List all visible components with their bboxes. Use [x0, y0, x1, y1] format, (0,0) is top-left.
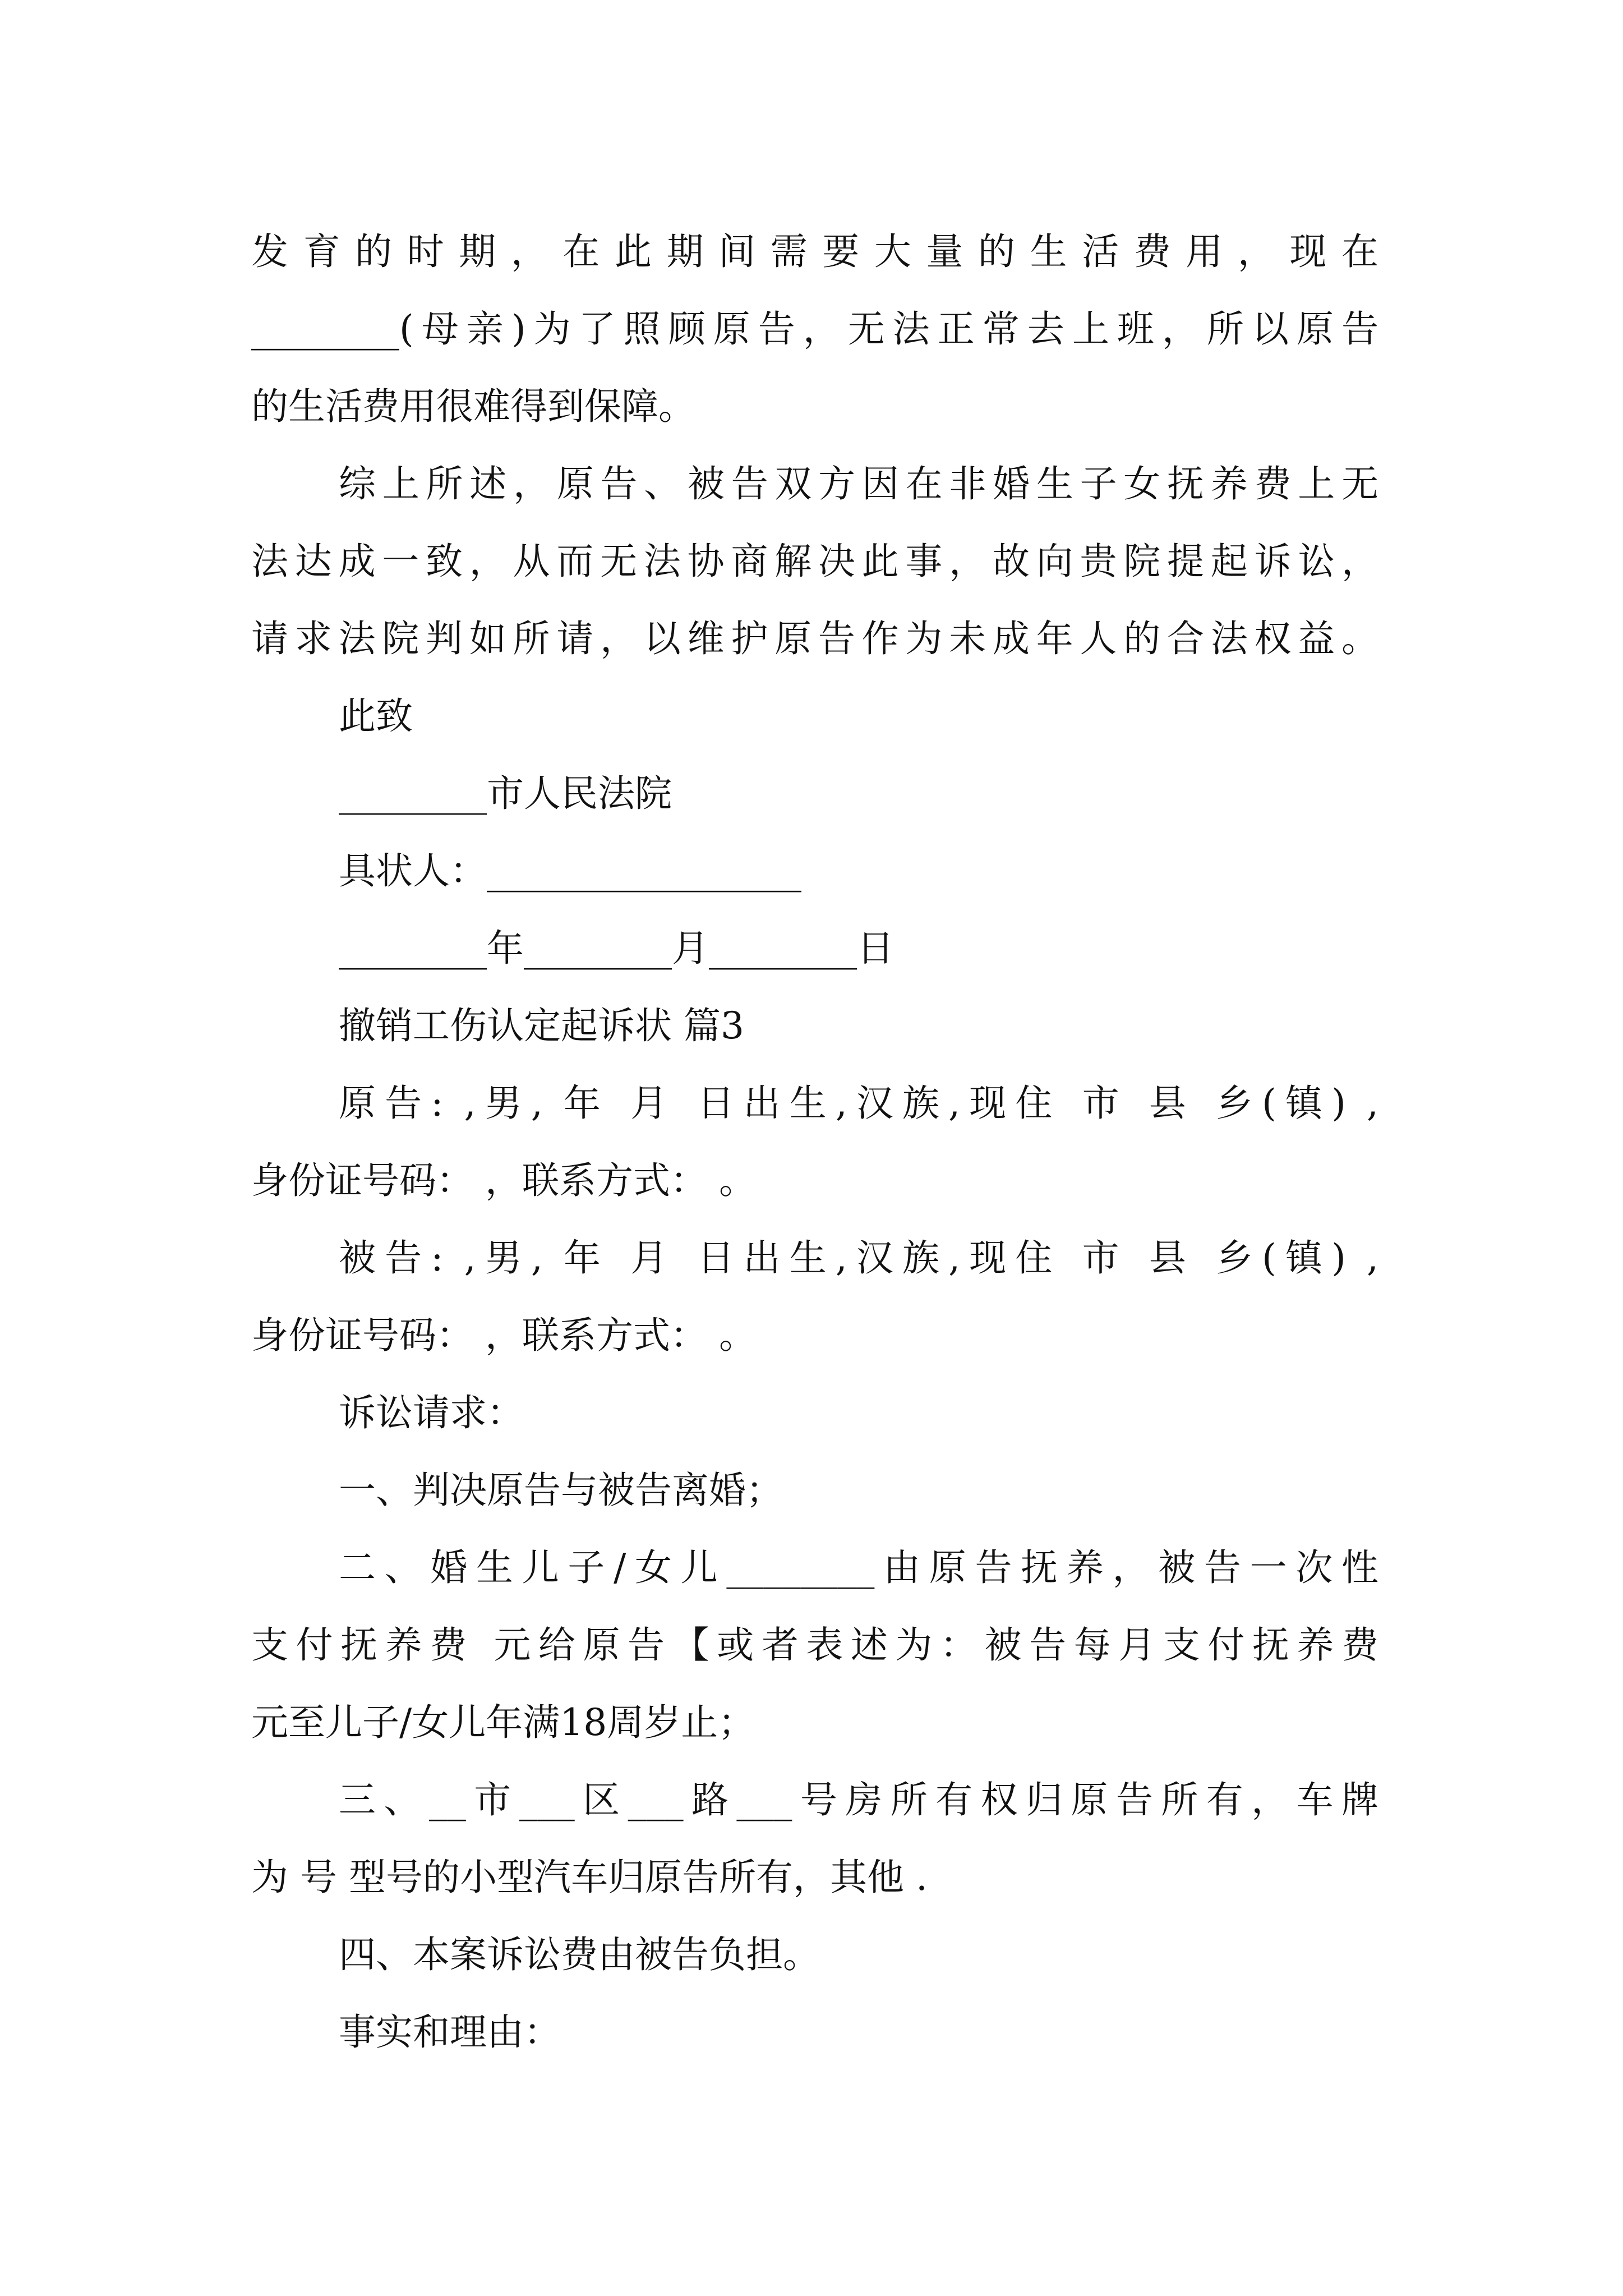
claim-item: 二、婚生儿子/女儿________由原告抚养，被告一次性: [339, 1546, 1378, 1589]
court-addressee: ________市人民法院: [339, 772, 672, 815]
paragraph-line: 请求法院判如所请，以维护原告作为未成年人的合法权益。: [251, 617, 1378, 660]
salutation: 此致: [339, 694, 413, 738]
claim-item: 四、本案诉讼费由被告负担。: [339, 1933, 820, 1976]
plaintiff-line: 原告: ,男, 年 月 日出生,汉族,现住 市 县 乡(镇) ,: [339, 1082, 1378, 1125]
plaintiff-id-line: 身份证号码： ，联系方式： 。: [251, 1159, 756, 1202]
paragraph-line: ________(母亲)为了照顾原告，无法正常去上班，所以原告: [251, 307, 1378, 351]
facts-heading: 事实和理由：: [339, 2010, 561, 2054]
claim-item-continued: 元至儿子/女儿年满18周岁止；: [251, 1701, 755, 1744]
section-heading: 撤销工伤认定起诉状 篇3: [339, 1004, 744, 1047]
claim-item-continued: 支付抚养费 元给原告【或者表述为：被告每月支付抚养费: [251, 1623, 1378, 1667]
paragraph-line: 的生活费用很难得到保障。: [251, 385, 695, 428]
paragraph-line: 发育的时期，在此期间需要大量的生活费用，现在: [251, 230, 1378, 273]
signatory-line: 具状人：_________________: [339, 849, 801, 892]
paragraph-line: 法达成一致，从而无法协商解决此事，故向贵院提起诉讼，: [251, 540, 1378, 583]
defendant-line: 被告: ,男, 年 月 日出生,汉族,现住 市 县 乡(镇) ,: [339, 1236, 1378, 1280]
defendant-id-line: 身份证号码： ，联系方式： 。: [251, 1314, 756, 1357]
claim-item-continued: 为 号 型号的小型汽车归原告所有，其他 .: [251, 1856, 928, 1899]
document-body: [251, 213, 1378, 2071]
claim-item: 三、__市___区___路___号房所有权归原告所有，车牌: [339, 1778, 1378, 1821]
date-line: ________年________月________日: [339, 927, 894, 970]
claims-heading: 诉讼请求：: [339, 1391, 524, 1434]
paragraph-line: 综上所述，原告、被告双方因在非婚生子女抚养费上无: [339, 462, 1378, 505]
claim-item: 一、判决原告与被告离婚；: [339, 1469, 783, 1512]
